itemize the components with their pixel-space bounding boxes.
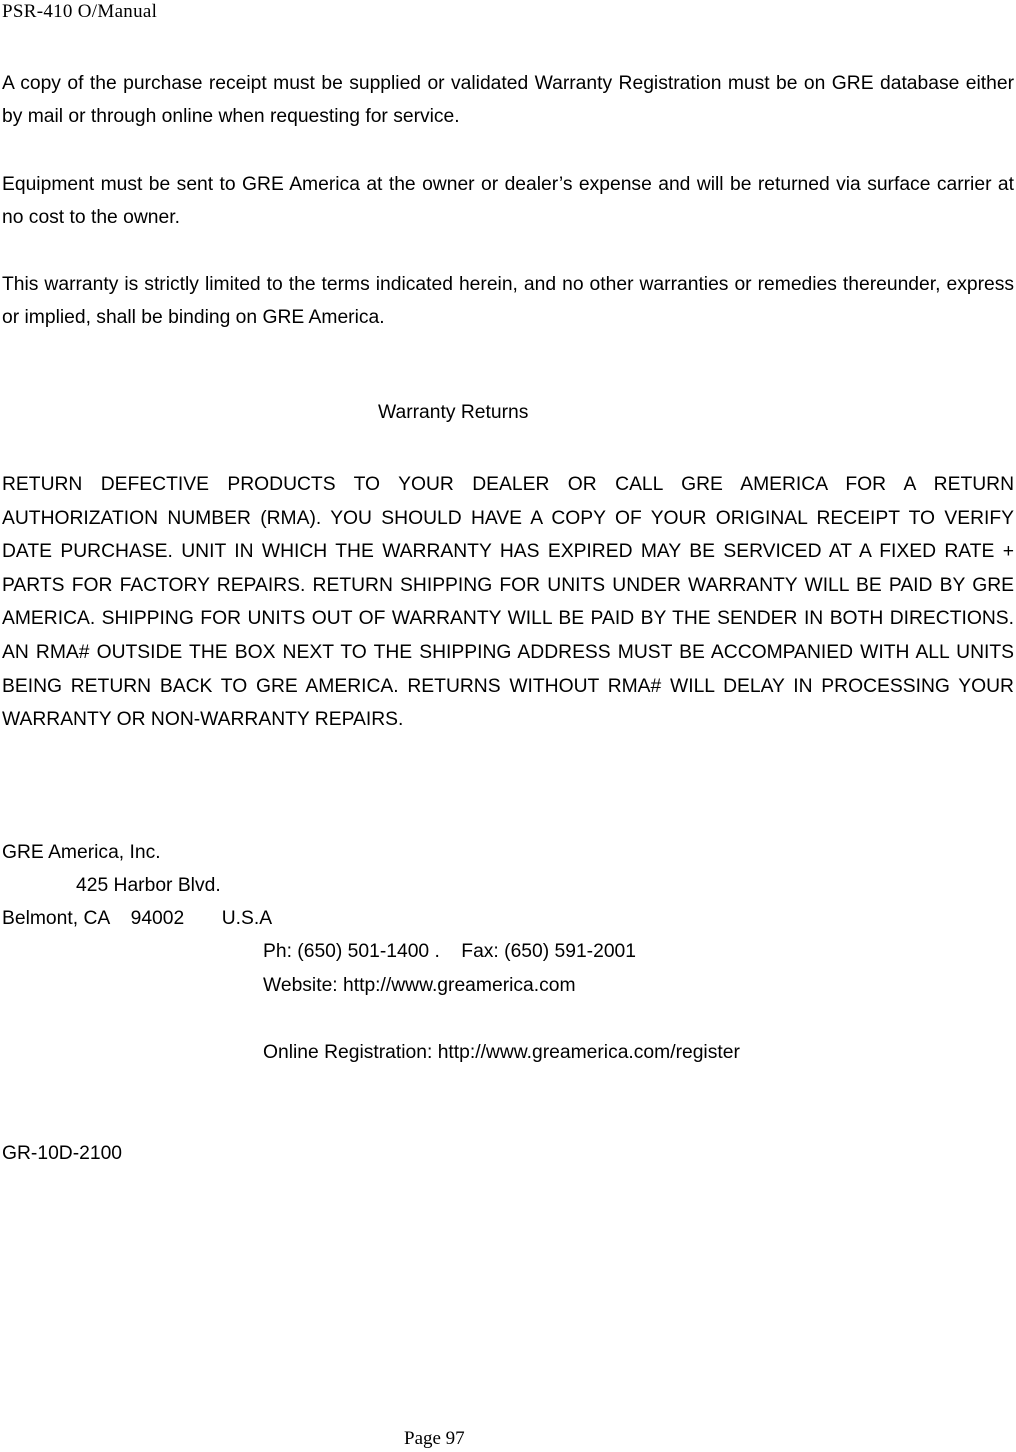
phone-fax: Ph: (650) 501-1400 . Fax: (650) 591-2001 bbox=[263, 941, 636, 962]
shipping-paragraph: Equipment must be sent to GRE America at the owner or dealer’s expense and will be returned via surface carrier at no cost to the owner. bbox=[2, 174, 1014, 228]
document-code: GR-10D-2100 bbox=[2, 1143, 123, 1164]
warranty-limits-paragraph: This warranty is strictly limited to the terms indicated herein, and no other warranties or remedies thereunder, express or implied, shall be binding on GRE America. bbox=[2, 274, 1014, 328]
manual-title: PSR-410 O/Manual bbox=[2, 1, 158, 22]
company-name: GRE America, Inc. bbox=[2, 842, 161, 863]
online-registration-link[interactable]: Online Registration: http://www.greamerica.com/register bbox=[263, 1042, 740, 1063]
website-link[interactable]: Website: http://www.greamerica.com bbox=[263, 975, 576, 996]
warranty-returns-body: RETURN DEFECTIVE PRODUCTS TO YOUR DEALER OR CALL GRE AMERICA FOR A RETURN AUTHORIZATION NUMBER (RMA). YOU SHOULD HAVE A COPY OF YOUR ORIGINAL RECEIPT TO VERIFY DATE PURCHASE. UNIT IN WHICH THE WARRANTY HAS EXPIRED MAY BE SERVICED AT A FIXED RATE + PARTS FOR FACTORY REPAIRS. RETURN SHIPPING FOR UNITS UNDER WARRANTY WILL BE PAID BY GRE AMERICA. SHIPPING FOR UNITS OUT OF WARRANTY WILL BE PAID BY THE SENDER IN BOTH DIRECTIONS. AN RMA# OUTSIDE THE BOX NEXT TO THE SHIPPING ADDRESS MUST BE ACCOMPANIED WITH ALL UNITS BEING RETURN BACK TO GRE AMERICA. RETURNS WITHOUT RMA# WILL DELAY IN PROCESSING YOUR WARRANTY OR NON-WARRANTY REPAIRS. bbox=[2, 474, 1014, 731]
warranty-returns-heading: Warranty Returns bbox=[378, 402, 529, 423]
street-address: 425 Harbor Blvd. bbox=[76, 875, 221, 896]
city-state-zip: Belmont, CA 94002 U.S.A bbox=[2, 908, 273, 929]
receipt-paragraph: A copy of the purchase receipt must be supplied or validated Warranty Registration must be on GRE database either by mail or through online when requesting for service. bbox=[2, 73, 1014, 127]
page-number: Page 97 bbox=[404, 1428, 465, 1449]
